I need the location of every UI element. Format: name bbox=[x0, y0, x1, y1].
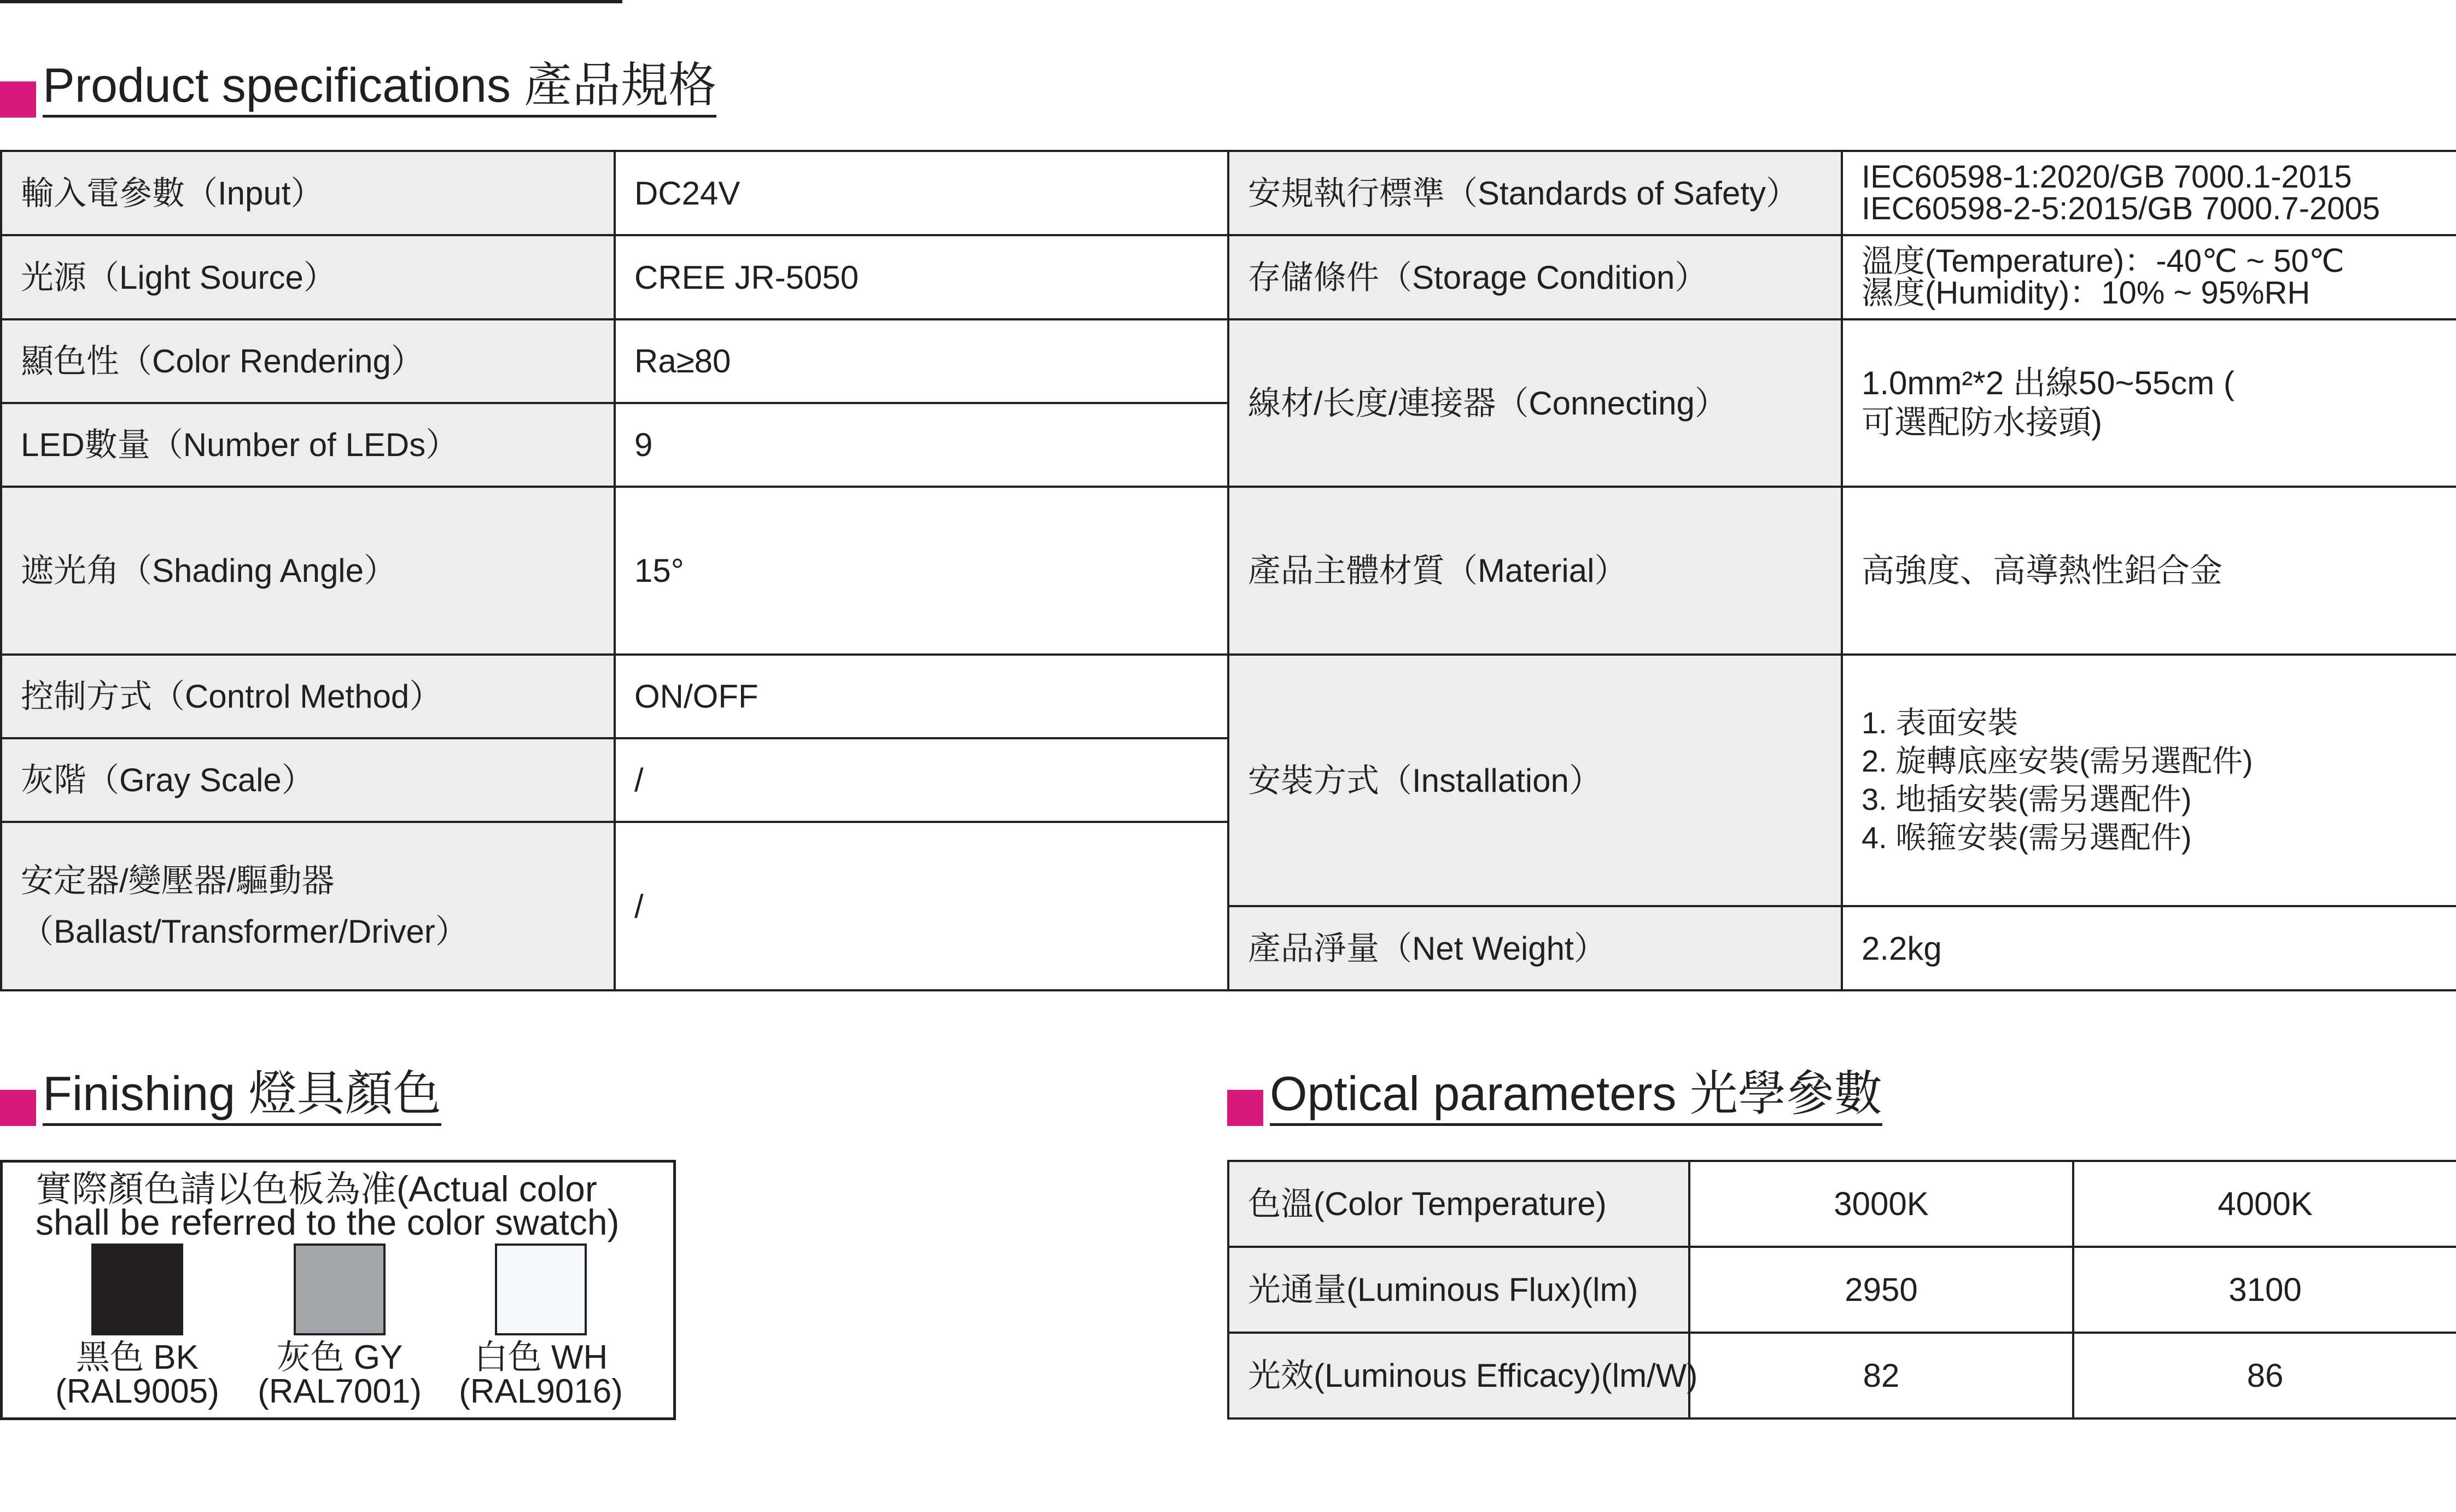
spec-table bbox=[0, 150, 2456, 991]
swatch-chip-black bbox=[91, 1244, 183, 1335]
optical-label-luminous-flux: 光通量(Luminous Flux)(lm) bbox=[1228, 1247, 1689, 1333]
spec-value-connecting bbox=[1842, 319, 2456, 487]
spec-value-gray-scale: / bbox=[615, 738, 1228, 822]
spec-key-installation: 安裝方式（Installation） bbox=[1228, 655, 1842, 906]
installation-line-1: 1. 表面安裝 bbox=[1862, 705, 2019, 740]
ballast-key-line-2: （Ballast/Transformer/Driver） bbox=[21, 913, 468, 950]
spec-value-material: 高強度、高導熱性鋁合金 bbox=[1842, 487, 2456, 655]
swatch-chip-gray bbox=[294, 1244, 386, 1335]
magenta-square-icon bbox=[0, 81, 36, 118]
spec-key-shading-angle: 遮光角（Shading Angle） bbox=[1, 487, 615, 655]
swatch-black bbox=[50, 1244, 225, 1409]
optical-heading bbox=[1227, 1066, 1882, 1126]
table-row bbox=[1228, 1333, 2456, 1418]
table-row bbox=[1, 235, 2456, 319]
spec-value-led-count: 9 bbox=[615, 403, 1228, 487]
storage-line-1: 溫度(Temperature)：-40℃ ~ 50℃ bbox=[1862, 243, 2344, 279]
optical-value-luminous-flux-1: 2950 bbox=[1689, 1247, 2073, 1333]
ballast-key-line-1: 安定器/變壓器/驅動器 bbox=[21, 862, 335, 899]
spec-key-ballast bbox=[1, 822, 615, 990]
swatch-code-white: (RAL9016) bbox=[459, 1373, 623, 1410]
table-row bbox=[1, 319, 2456, 403]
installation-line-4: 4. 喉箍安裝(需另選配件) bbox=[1862, 820, 2192, 855]
magenta-square-icon bbox=[1227, 1090, 1263, 1126]
spec-key-control: 控制方式（Control Method） bbox=[1, 655, 615, 738]
spec-value-net-weight: 2.2kg bbox=[1842, 906, 2456, 990]
optical-value-color-temp-2: 4000K bbox=[2073, 1161, 2456, 1247]
connecting-line-2: 可選配防水接頭) bbox=[1862, 404, 2102, 441]
swatch-chip-white bbox=[495, 1244, 587, 1335]
optical-value-luminous-flux-2: 3100 bbox=[2073, 1247, 2456, 1333]
table-row bbox=[1, 655, 2456, 738]
safety-line-2: IEC60598-2-5:2015/GB 7000.7-2005 bbox=[1862, 191, 2381, 226]
product-specs-heading bbox=[0, 58, 717, 118]
optical-table bbox=[1227, 1160, 2456, 1420]
optical-value-luminous-efficacy-2: 86 bbox=[2073, 1333, 2456, 1418]
spec-key-safety: 安規執行標準（Standards of Safety） bbox=[1228, 151, 1842, 235]
optical-value-color-temp-1: 3000K bbox=[1689, 1161, 2073, 1247]
swatch-code-gray: (RAL7001) bbox=[258, 1373, 422, 1410]
finishing-heading bbox=[0, 1066, 441, 1126]
spec-key-material: 產品主體材質（Material） bbox=[1228, 487, 1842, 655]
table-row bbox=[1, 487, 2456, 655]
installation-line-2: 2. 旋轉底座安裝(需另選配件) bbox=[1862, 744, 2253, 778]
spec-key-light-source: 光源（Light Source） bbox=[1, 235, 615, 319]
optical-value-luminous-efficacy-1: 82 bbox=[1689, 1333, 2073, 1418]
swatch-white bbox=[453, 1244, 628, 1409]
finishing-note: 實際顏色請以色板為准(Actual color shall be referred to the color swatch) bbox=[36, 1169, 620, 1242]
swatch-name-white: 白色 WH bbox=[474, 1339, 608, 1376]
finishing-title: Finishing 燈具顏色 bbox=[43, 1070, 441, 1126]
spec-key-gray-scale: 灰階（Gray Scale） bbox=[1, 738, 615, 822]
product-specs-title: Product specifications 產品規格 bbox=[43, 61, 716, 118]
optical-label-luminous-efficacy: 光效(Luminous Efficacy)(lm/W) bbox=[1228, 1333, 1689, 1418]
table-row bbox=[1, 151, 2456, 235]
swatch-name-black: 黑色 BK bbox=[76, 1339, 199, 1376]
spec-value-light-source: CREE JR-5050 bbox=[615, 235, 1228, 319]
swatch-gray bbox=[252, 1244, 427, 1409]
storage-line-2: 濕度(Humidity)：10% ~ 95%RH bbox=[1862, 275, 2311, 311]
swatch-name-gray: 灰色 GY bbox=[276, 1339, 403, 1376]
safety-line-1: IEC60598-1:2020/GB 7000.1-2015 bbox=[1862, 159, 2352, 195]
spec-value-control: ON/OFF bbox=[615, 655, 1228, 738]
table-row bbox=[1228, 1161, 2456, 1247]
spec-value-input: DC24V bbox=[615, 151, 1228, 235]
table-row bbox=[1228, 1247, 2456, 1333]
spec-key-storage: 存儲條件（Storage Condition） bbox=[1228, 235, 1842, 319]
spec-key-connecting: 線材/长度/連接器（Connecting） bbox=[1228, 319, 1842, 487]
swatch-code-black: (RAL9005) bbox=[55, 1373, 219, 1410]
top-rule bbox=[0, 0, 622, 3]
spec-value-ballast: / bbox=[615, 822, 1228, 990]
spec-value-safety bbox=[1842, 151, 2456, 235]
spec-value-color-rendering: Ra≥80 bbox=[615, 319, 1228, 403]
optical-label-color-temp: 色溫(Color Temperature) bbox=[1228, 1161, 1689, 1247]
spec-value-installation bbox=[1842, 655, 2456, 906]
installation-line-3: 3. 地插安裝(需另選配件) bbox=[1862, 782, 2192, 816]
spec-value-shading-angle: 15° bbox=[615, 487, 1228, 655]
spec-value-storage bbox=[1842, 235, 2456, 319]
magenta-square-icon bbox=[0, 1090, 36, 1126]
spec-key-input: 輸入電參數（Input） bbox=[1, 151, 615, 235]
finishing-box bbox=[0, 1160, 676, 1420]
spec-key-net-weight: 產品淨量（Net Weight） bbox=[1228, 906, 1842, 990]
optical-title: Optical parameters 光學參數 bbox=[1270, 1070, 1882, 1126]
spec-key-led-count: LED數量（Number of LEDs） bbox=[1, 403, 615, 487]
spec-key-color-rendering: 顯色性（Color Rendering） bbox=[1, 319, 615, 403]
connecting-line-1: 1.0mm²*2 出線50~55cm ( bbox=[1862, 365, 2235, 401]
